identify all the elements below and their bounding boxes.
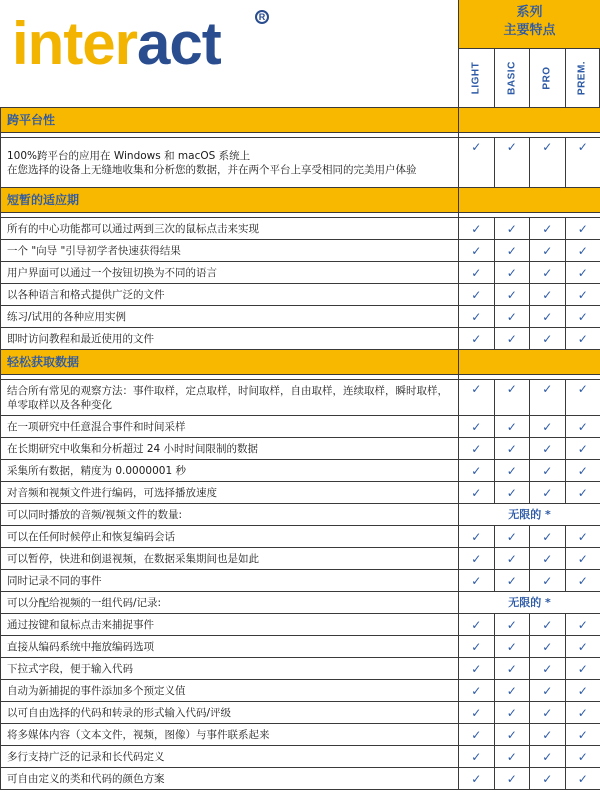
check-icon: ✓	[565, 262, 600, 284]
check-icon: ✓	[565, 380, 600, 416]
check-icon: ✓	[565, 284, 600, 306]
unlimited-value: 无限的 *	[459, 592, 600, 614]
check-icon: ✓	[530, 614, 566, 636]
feature-text: 在长期研究中收集和分析超过 24 小时时间限制的数据	[1, 438, 459, 460]
check-icon: ✓	[494, 416, 530, 438]
feature-text: 一个 "向导 "引导初学者快速获得结果	[1, 240, 459, 262]
feature-row	[1, 284, 600, 306]
check-icon: ✓	[494, 724, 530, 746]
feature-row	[1, 328, 600, 350]
feature-row	[1, 240, 600, 262]
feature-row	[1, 504, 600, 526]
section-header-blank	[459, 350, 600, 375]
feature-row	[1, 380, 600, 416]
feature-row	[1, 526, 600, 548]
check-icon: ✓	[565, 746, 600, 768]
check-icon: ✓	[530, 306, 566, 328]
check-icon: ✓	[459, 306, 495, 328]
check-icon: ✓	[494, 438, 530, 460]
feature-text: 可以分配给视频的一组代码/记录:	[1, 592, 459, 614]
feature-row	[1, 306, 600, 328]
column-header-basic: BASIC	[494, 48, 530, 107]
check-icon: ✓	[459, 218, 495, 240]
check-icon: ✓	[565, 240, 600, 262]
check-icon: ✓	[565, 570, 600, 592]
feature-text: 对音频和视频文件进行编码，可选择播放速度	[1, 482, 459, 504]
series-subtitle: 主要特点	[503, 23, 556, 38]
check-icon: ✓	[565, 482, 600, 504]
feature-text: 多行支持广泛的记录和长代码定义	[1, 746, 459, 768]
check-icon: ✓	[459, 548, 495, 570]
check-icon: ✓	[494, 138, 530, 188]
check-icon: ✓	[459, 570, 495, 592]
check-icon: ✓	[530, 218, 566, 240]
logo-part-act: act	[137, 10, 221, 77]
feature-text: 用户界面可以通过一个按钮切换为不同的语言	[1, 262, 459, 284]
column-header-prem: PREM.	[565, 48, 600, 107]
check-icon: ✓	[565, 328, 600, 350]
check-icon: ✓	[530, 482, 566, 504]
header	[0, 0, 600, 107]
check-icon: ✓	[530, 658, 566, 680]
check-icon: ✓	[459, 680, 495, 702]
check-icon: ✓	[459, 416, 495, 438]
check-icon: ✓	[459, 138, 495, 188]
feature-row	[1, 702, 600, 724]
section-header	[1, 108, 600, 133]
feature-text: 100%跨平台的应用在 Windows 和 macOS 系统上 在您选择的设备上无缝地收集和分析您的数据，并在两个平台上享受相同的完美用户体验	[1, 138, 459, 188]
check-icon: ✓	[459, 284, 495, 306]
check-icon: ✓	[494, 284, 530, 306]
check-icon: ✓	[565, 702, 600, 724]
feature-row	[1, 636, 600, 658]
check-icon: ✓	[459, 658, 495, 680]
check-icon: ✓	[565, 218, 600, 240]
feature-row	[1, 614, 600, 636]
feature-text: 自动为新捕捉的事件添加多个预定义值	[1, 680, 459, 702]
feature-row	[1, 658, 600, 680]
feature-text: 结合所有常见的观察方法：事件取样，定点取样，时间取样，自由取样，连续取样，瞬时取样，单零取样以及各种变化	[1, 380, 459, 416]
check-icon: ✓	[459, 724, 495, 746]
feature-row	[1, 218, 600, 240]
check-icon: ✓	[530, 746, 566, 768]
check-icon: ✓	[494, 548, 530, 570]
section-header-blank	[459, 108, 600, 133]
feature-text: 采集所有数据，精度为 0.0000001 秒	[1, 460, 459, 482]
check-icon: ✓	[494, 328, 530, 350]
check-icon: ✓	[530, 328, 566, 350]
check-icon: ✓	[459, 746, 495, 768]
feature-row	[1, 262, 600, 284]
check-icon: ✓	[494, 658, 530, 680]
check-icon: ✓	[459, 526, 495, 548]
check-icon: ✓	[565, 548, 600, 570]
feature-text: 同时记录不同的事件	[1, 570, 459, 592]
check-icon: ✓	[565, 138, 600, 188]
check-icon: ✓	[494, 570, 530, 592]
feature-text: 可以暂停，快进和倒退视频，在数据采集期间也是如此	[1, 548, 459, 570]
series-header	[458, 0, 600, 48]
feature-text: 将多媒体内容（文本文件，视频，图像）与事件联系起来	[1, 724, 459, 746]
feature-text: 在一项研究中任意混合事件和时间采样	[1, 416, 459, 438]
check-icon: ✓	[459, 262, 495, 284]
check-icon: ✓	[459, 240, 495, 262]
column-header-light: LIGHT	[458, 48, 494, 107]
check-icon: ✓	[494, 380, 530, 416]
check-icon: ✓	[530, 240, 566, 262]
section-title: 轻松获取数据	[1, 350, 459, 375]
check-icon: ✓	[494, 306, 530, 328]
check-icon: ✓	[565, 768, 600, 790]
check-icon: ✓	[565, 724, 600, 746]
check-icon: ✓	[565, 460, 600, 482]
check-icon: ✓	[530, 416, 566, 438]
check-icon: ✓	[459, 380, 495, 416]
feature-row	[1, 438, 600, 460]
check-icon: ✓	[459, 768, 495, 790]
check-icon: ✓	[530, 702, 566, 724]
check-icon: ✓	[530, 460, 566, 482]
check-icon: ✓	[530, 570, 566, 592]
check-icon: ✓	[494, 746, 530, 768]
section-title: 短暂的适应期	[1, 188, 459, 213]
check-icon: ✓	[494, 482, 530, 504]
feature-text: 可以在任何时候停止和恢复编码会话	[1, 526, 459, 548]
section-header	[1, 188, 600, 213]
check-icon: ✓	[530, 768, 566, 790]
registered-mark-icon: R	[255, 10, 269, 24]
check-icon: ✓	[565, 416, 600, 438]
feature-row	[1, 768, 600, 790]
check-icon: ✓	[565, 526, 600, 548]
check-icon: ✓	[494, 680, 530, 702]
feature-row	[1, 138, 600, 188]
feature-text: 下拉式字段，便于输入代码	[1, 658, 459, 680]
check-icon: ✓	[494, 636, 530, 658]
check-icon: ✓	[494, 614, 530, 636]
feature-text: 练习/试用的各种应用实例	[1, 306, 459, 328]
check-icon: ✓	[565, 658, 600, 680]
section-title: 跨平台性	[1, 108, 459, 133]
check-icon: ✓	[530, 138, 566, 188]
check-icon: ✓	[565, 636, 600, 658]
feature-text: 通过按键和鼠标点击来捕捉事件	[1, 614, 459, 636]
check-icon: ✓	[530, 636, 566, 658]
check-icon: ✓	[494, 460, 530, 482]
feature-row	[1, 570, 600, 592]
check-icon: ✓	[459, 636, 495, 658]
check-icon: ✓	[565, 614, 600, 636]
check-icon: ✓	[530, 526, 566, 548]
check-icon: ✓	[459, 438, 495, 460]
feature-row	[1, 680, 600, 702]
feature-row	[1, 592, 600, 614]
interact-logo	[12, 10, 221, 77]
check-icon: ✓	[565, 438, 600, 460]
feature-text: 所有的中心功能都可以通过两到三次的鼠标点击来实现	[1, 218, 459, 240]
check-icon: ✓	[530, 724, 566, 746]
check-icon: ✓	[459, 460, 495, 482]
feature-row	[1, 724, 600, 746]
check-icon: ✓	[494, 702, 530, 724]
unlimited-value: 无限的 *	[459, 504, 600, 526]
feature-row	[1, 548, 600, 570]
series-title: 系列	[516, 5, 543, 20]
feature-text: 以各种语言和格式提供广泛的文件	[1, 284, 459, 306]
feature-row	[1, 416, 600, 438]
check-icon: ✓	[459, 614, 495, 636]
logo-part-inter: inter	[12, 10, 138, 77]
feature-text: 直接从编码系统中拖放编码选项	[1, 636, 459, 658]
feature-row	[1, 460, 600, 482]
check-icon: ✓	[494, 768, 530, 790]
check-icon: ✓	[494, 240, 530, 262]
check-icon: ✓	[459, 328, 495, 350]
check-icon: ✓	[494, 218, 530, 240]
check-icon: ✓	[459, 702, 495, 724]
check-icon: ✓	[530, 262, 566, 284]
check-icon: ✓	[565, 680, 600, 702]
check-icon: ✓	[459, 482, 495, 504]
check-icon: ✓	[565, 306, 600, 328]
check-icon: ✓	[530, 680, 566, 702]
column-header-pro: PRO	[529, 48, 565, 107]
feature-row	[1, 482, 600, 504]
check-icon: ✓	[530, 438, 566, 460]
feature-text: 即时访问教程和最近使用的文件	[1, 328, 459, 350]
section-header	[1, 350, 600, 375]
check-icon: ✓	[494, 262, 530, 284]
feature-row	[1, 746, 600, 768]
feature-text: 可自由定义的类和代码的颜色方案	[1, 768, 459, 790]
check-icon: ✓	[530, 284, 566, 306]
feature-text: 可以同时播放的音频/视频文件的数量:	[1, 504, 459, 526]
section-header-blank	[459, 188, 600, 213]
check-icon: ✓	[494, 526, 530, 548]
check-icon: ✓	[530, 380, 566, 416]
check-icon: ✓	[530, 548, 566, 570]
feature-table	[0, 107, 600, 790]
feature-text: 以可自由选择的代码和转录的形式输入代码/评级	[1, 702, 459, 724]
